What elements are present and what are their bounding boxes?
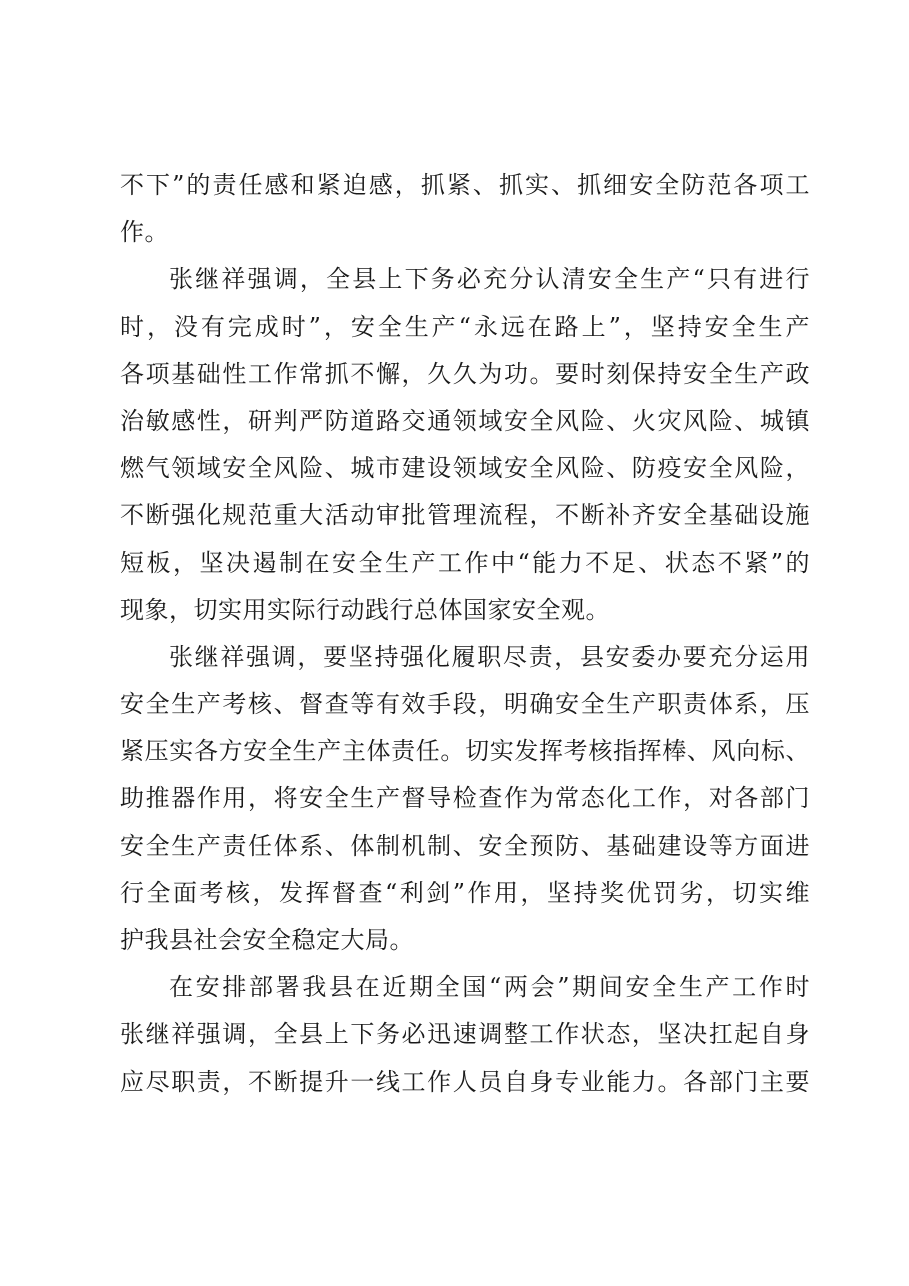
text-line: 各项基础性工作常抓不懈，久久为功。要时刻保持安全生产政 <box>120 359 810 388</box>
text-line: 紧压实各方安全生产主体责任。切实发挥考核指挥棒、风向标、 <box>120 737 810 766</box>
text-line: 张继祥强调，全县上下务必迅速调整工作状态，坚决扛起自身 <box>120 1020 810 1049</box>
text-line: 时，没有完成时”，安全生产“永远在路上”，坚持安全生产 <box>120 312 810 341</box>
text-line: 安全生产考核、督查等有效手段，明确安全生产职责体系，压 <box>120 690 810 719</box>
paragraph-1 <box>120 162 810 256</box>
text-line: 助推器作用，将安全生产督导检查作为常态化工作，对各部门 <box>120 784 810 813</box>
paragraph-3 <box>120 634 810 964</box>
paragraph-2 <box>120 256 810 634</box>
text-line: 护我县社会安全稳定大局。 <box>120 926 414 954</box>
text-line: 张继祥强调，要坚持强化履职尽责，县安委办要充分运用 <box>169 642 810 671</box>
text-line: 燃气领域安全风险、城市建设领域安全风险、防疫安全风险， <box>120 454 810 483</box>
text-line: 现象，切实用实际行动践行总体国家安全观。 <box>120 595 610 624</box>
text-line: 张继祥强调，全县上下务必充分认清安全生产“只有进行 <box>169 265 810 294</box>
text-line: 行全面考核，发挥督查“利剑”作用，坚持奖优罚劣，切实维 <box>120 878 810 907</box>
text-line: 治敏感性，研判严防道路交通领域安全风险、火灾风险、城镇 <box>120 406 810 435</box>
text-line: 不断强化规范重大活动审批管理流程，不断补齐安全基础设施 <box>120 501 810 530</box>
text-line: 短板，坚决遏制在安全生产工作中“能力不足、状态不紧”的 <box>120 548 810 577</box>
text-line: 作。 <box>120 218 169 247</box>
text-line: 安全生产责任体系、体制机制、安全预防、基础建设等方面进 <box>120 831 810 860</box>
text-line: 不下”的责任感和紧迫感，抓紧、抓实、抓细安全防范各项工 <box>120 171 810 199</box>
document-body <box>120 162 810 1106</box>
paragraph-4 <box>120 964 810 1106</box>
text-line: 应尽职责，不断提升一线工作人员自身专业能力。各部门主要 <box>120 1067 810 1096</box>
text-line: 在安排部署我县在近期全国“两会”期间安全生产工作时 <box>169 973 810 1002</box>
